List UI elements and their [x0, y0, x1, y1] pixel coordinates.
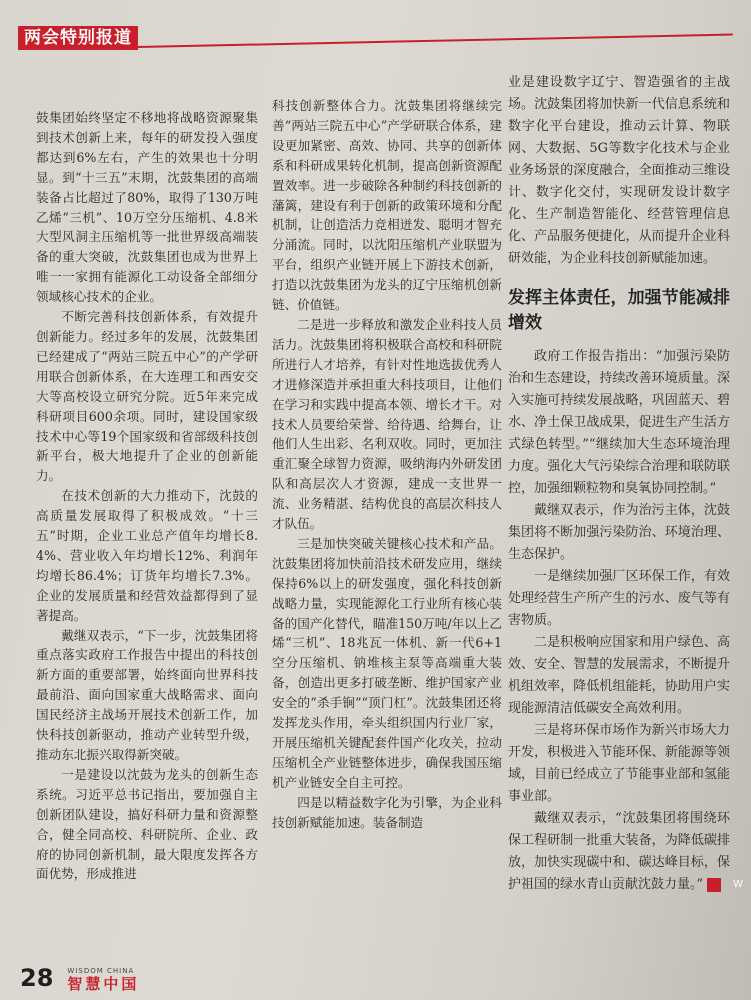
page-footer	[20, 958, 139, 992]
magazine-name-en: WISDOM CHINA	[67, 967, 135, 975]
paragraph: 四是以精益数字化为引擎，为企业科技创新赋能加速。装备制造	[272, 794, 502, 830]
paragraph: 业是建设数字辽宁、智造强省的主战场。沈鼓集团将加快新一代信息系统和数字化平台建设，推动云计算、物联网、大数据、5G等数字化技术与企业业务场景的深度融合，全面推动三维设计、数字化交付，实现研发设计数字化、生产制造智能化、经营管理信息化、产品服务便捷化，从而提升企业科研效能，为企业科技创新赋能加速。	[508, 75, 730, 266]
text-column-3	[508, 72, 744, 896]
header-rule	[138, 34, 733, 48]
page-number: 28	[20, 964, 54, 992]
paragraph: 二是积极响应国家和用户绿色、高效、安全、智慧的发展需求，不断提升机组效率，降低机组能耗，协助用户实现能源清洁低碳安全高效利用。	[508, 635, 730, 716]
paragraph: 在技术创新的大力推动下，沈鼓的高质量发展取得了积极成效。“十三五”时期，企业工业总产值年均增长8.4%、营业收入年均增长12%、利润年均增长86.4%；订货年均增长7.3%。企业的发展质量和经营效益都得到了显著提高。	[36, 488, 258, 623]
paragraph: 戴继双表示，“沈鼓集团将围绕环保工程研制一批重大装备，为降低碳排放，加快实现碳中和、碳达峰目标，保护祖国的绿水青山贡献沈鼓力量。” W	[508, 811, 744, 892]
paragraph: 科技创新整体合力。沈鼓集团将继续完善“两站三院五中心”产学研联合体系，建设更加紧密、高效、协同、共享的创新体系和科研成果转化机制，提高创新资源配置效率。进一步破除各种制约科技创新的藩篱，建设有利于创新的政策环境和分配机制，让创造活力竞相迸发、聪明才智充分涌流。同时，以沈阳压缩机产业联盟为平台，组织产业链开展上下游技术创新，打造以沈鼓集团为龙头的辽宁压缩机创新链、价值链。	[272, 98, 502, 313]
paragraph: 鼓集团始终坚定不移地将战略资源聚集到技术创新上来，每年的研发投入强度都达到6%左右，产生的效果也十分明显。到“十三五”末期，沈鼓集团的高端装备占比超过了80%，取得了130万吨乙烯“三机”、10万空分压缩机、4.8米大型风洞主压缩机等一批世界级高端装备的重大突破，沈鼓集团也成为世界上唯一一家拥有能源化工动设备全部细分领域核心技术的企业。	[36, 110, 258, 305]
paragraph: 不断完善科技创新体系，有效提升创新能力。经过多年的发展，沈鼓集团已经建成了“两站三院五中心”的产学研用联合创新体系，在大连理工和西安交大等高校设立研究分院。近5年来完成科研项目600余项。同时，建设国家级技术中心等19个国家级和省部级科技创新平台，极大地提升了企业的创新能力。	[36, 309, 258, 484]
text-column-2	[272, 96, 502, 833]
section-subheading: 发挥主体责任，加强节能减排增效	[508, 288, 730, 333]
paragraph: 戴继双表示，“下一步，沈鼓集团将重点落实政府工作报告中提出的科技创新方面的重要部署，始终面向世界科技最前沿、面向国家重大战略需求、面向国民经济主战场开展技术创新工作，加快科技创新驱动，推动产业转型升级，推动东北振兴取得新突破。	[36, 627, 258, 762]
text-column-1	[36, 108, 258, 884]
paragraph: 一是继续加强厂区环保工作，有效处理经营生产所产生的污水、废气等有害物质。	[508, 569, 730, 628]
article-end-mark-icon: W	[707, 878, 721, 892]
paragraph: 一是建设以沈鼓为龙头的创新生态系统。习近平总书记指出，要加强自主创新团队建设，搞好科研力量和资源整合，健全同高校、科研院所、企业、政府的协同创新机制，最大限度发挥各方面优势，形成推进	[36, 766, 258, 882]
paragraph: 政府工作报告指出：“加强污染防治和生态建设，持续改善环境质量。深入实施可持续发展战略，巩固蓝天、碧水、净土保卫战成果，促进生产生活方式绿色转型。”“继续加大生态环境治理力度。强化大气污染综合治理和联防联控，加强细颗粒物和臭氧协同控制。”	[508, 349, 730, 496]
paragraph: 三是加快突破关键核心技术和产品。沈鼓集团将加快前沿技术研发应用，继续保持6%以上的研发强度，强化科技创新战略力量，实现能源化工行业所有核心装备的国产化替代，瞄准150万吨/年以上乙烯“三机”、18兆瓦一体机、新一代6+1空分压缩机、钠堆核主泵等高端重大装备，创造出更多打破垄断、维护国家产业安全的“杀手锏”“顶门杠”。沈鼓集团还将发挥龙头作用，牵头组织国内行业厂家，开展压缩机关键配套件国产化攻关，拉动压缩机全产业链整体进步，确保我国压缩机产业链安全自主可控。	[272, 535, 502, 790]
magazine-logo	[67, 968, 139, 992]
paragraph: 二是进一步释放和激发企业科技人员活力。沈鼓集团将积极联合高校和科研院所进行人才培养，有针对性地选拔优秀人才进修深造并承担重大科技项目，让他们在学习和实践中提高本领、增长才干。对技术人员要给荣誉、给待遇、给舞台，让他们人生出彩、名利双收。同时，更加注重汇聚全球智力资源，吸纳海内外研发团队和高层次人才资源，建成一支世界一流、业务精湛、结构优良的高层次科技人才队伍。	[272, 316, 502, 532]
section-header: 两会特别报道	[18, 26, 138, 50]
paragraph: 三是将环保市场作为新兴市场大力开发，积极进入节能环保、新能源等领域，目前已经成立了节能事业部和氢能事业部。	[508, 723, 730, 804]
magazine-name-cn: 智慧中国	[67, 975, 140, 993]
paragraph: 戴继双表示，作为治污主体，沈鼓集团将不断加强污染防治、环境治理、生态保护。	[508, 503, 730, 562]
